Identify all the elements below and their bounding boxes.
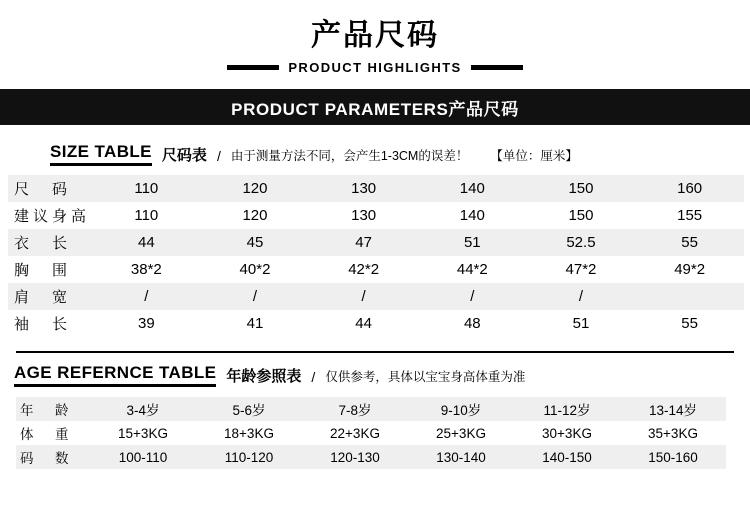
page-header: [0, 0, 750, 75]
table-row: [8, 283, 744, 310]
cell: 140: [418, 202, 527, 229]
size-caption-slash: /: [216, 148, 221, 164]
age-caption-slash: /: [311, 369, 316, 385]
cell: 49*2: [635, 256, 744, 283]
cell: 120: [201, 175, 310, 202]
cell: 155: [635, 202, 744, 229]
cell: /: [418, 283, 527, 310]
parameters-band-label: PRODUCT PARAMETERS产品尺码: [231, 99, 519, 119]
rule-right-icon: [471, 65, 523, 70]
size-table-note: 由于测量方法不同，会产生1-3CM的误差！: [230, 149, 469, 163]
cell: 55: [635, 310, 744, 337]
cell: 39: [92, 310, 201, 337]
cell: 41: [201, 310, 310, 337]
size-table: [8, 175, 744, 337]
cell: 130-140: [408, 445, 514, 469]
cell: 110-120: [196, 445, 302, 469]
cell: 5-6岁: [196, 397, 302, 421]
table-row: [16, 445, 726, 469]
age-table: [16, 397, 726, 469]
row-label: 衣 长: [8, 229, 92, 256]
cell: 51: [527, 310, 636, 337]
cell: 150: [527, 202, 636, 229]
cell: 35+3KG: [620, 421, 726, 445]
cell: 25+3KG: [408, 421, 514, 445]
cell: 9-10岁: [408, 397, 514, 421]
row-label: 尺 码: [8, 175, 92, 202]
cell: 48: [418, 310, 527, 337]
page-title: 产品尺码: [311, 19, 439, 52]
cell: 18+3KG: [196, 421, 302, 445]
cell: 22+3KG: [302, 421, 408, 445]
cell: 30+3KG: [514, 421, 620, 445]
cell: 51: [418, 229, 527, 256]
cell: /: [201, 283, 310, 310]
row-label: 肩 宽: [8, 283, 92, 310]
cell: 44: [92, 229, 201, 256]
cell: 40*2: [201, 256, 310, 283]
table-row: [8, 256, 744, 283]
rule-left-icon: [227, 65, 279, 70]
cell: 160: [635, 175, 744, 202]
row-label: 胸 围: [8, 256, 92, 283]
table-row: [16, 421, 726, 445]
table-row: [8, 229, 744, 256]
cell: 11-12岁: [514, 397, 620, 421]
cell: /: [309, 283, 418, 310]
cell: 7-8岁: [302, 397, 408, 421]
cell: 44*2: [418, 256, 527, 283]
parameters-band: [0, 89, 750, 125]
cell: 140: [418, 175, 527, 202]
cell: /: [92, 283, 201, 310]
age-table-caption-cn: 年龄参照表: [226, 368, 302, 385]
row-label: 体 重: [16, 421, 90, 445]
cell: 47*2: [527, 256, 636, 283]
age-table-note: 仅供参考，具体以宝宝身高体重为准: [325, 370, 526, 384]
cell: /: [527, 283, 636, 310]
cell: 150: [527, 175, 636, 202]
age-table-caption: [0, 363, 750, 387]
table-row: [16, 397, 726, 421]
size-table-caption-cn: 尺码表: [161, 147, 207, 164]
row-label: 建议身高: [8, 202, 92, 229]
page-subtitle: PRODUCT HIGHLIGHTS: [288, 60, 462, 75]
cell: 52.5: [527, 229, 636, 256]
table-row: [8, 310, 744, 337]
row-label: 年 龄: [16, 397, 90, 421]
cell: [635, 283, 744, 310]
cell: 38*2: [92, 256, 201, 283]
section-divider: [16, 351, 734, 353]
table-row: [8, 175, 744, 202]
cell: 130: [309, 175, 418, 202]
size-table-caption: [0, 142, 750, 166]
cell: 47: [309, 229, 418, 256]
cell: 55: [635, 229, 744, 256]
cell: 42*2: [309, 256, 418, 283]
age-table-caption-en: AGE REFERNCE TABLE: [14, 363, 216, 387]
cell: 120-130: [302, 445, 408, 469]
size-table-caption-en: SIZE TABLE: [50, 142, 152, 166]
cell: 150-160: [620, 445, 726, 469]
age-table-wrapper: [0, 397, 750, 469]
cell: 3-4岁: [90, 397, 196, 421]
cell: 130: [309, 202, 418, 229]
size-table-unit: 【单位：厘米】: [490, 149, 578, 163]
cell: 45: [201, 229, 310, 256]
table-row: [8, 202, 744, 229]
cell: 110: [92, 202, 201, 229]
cell: 13-14岁: [620, 397, 726, 421]
cell: 120: [201, 202, 310, 229]
cell: 15+3KG: [90, 421, 196, 445]
row-label: 码 数: [16, 445, 90, 469]
cell: 100-110: [90, 445, 196, 469]
cell: 140-150: [514, 445, 620, 469]
page-subtitle-row: [0, 60, 750, 75]
row-label: 袖 长: [8, 310, 92, 337]
cell: 44: [309, 310, 418, 337]
cell: 110: [92, 175, 201, 202]
